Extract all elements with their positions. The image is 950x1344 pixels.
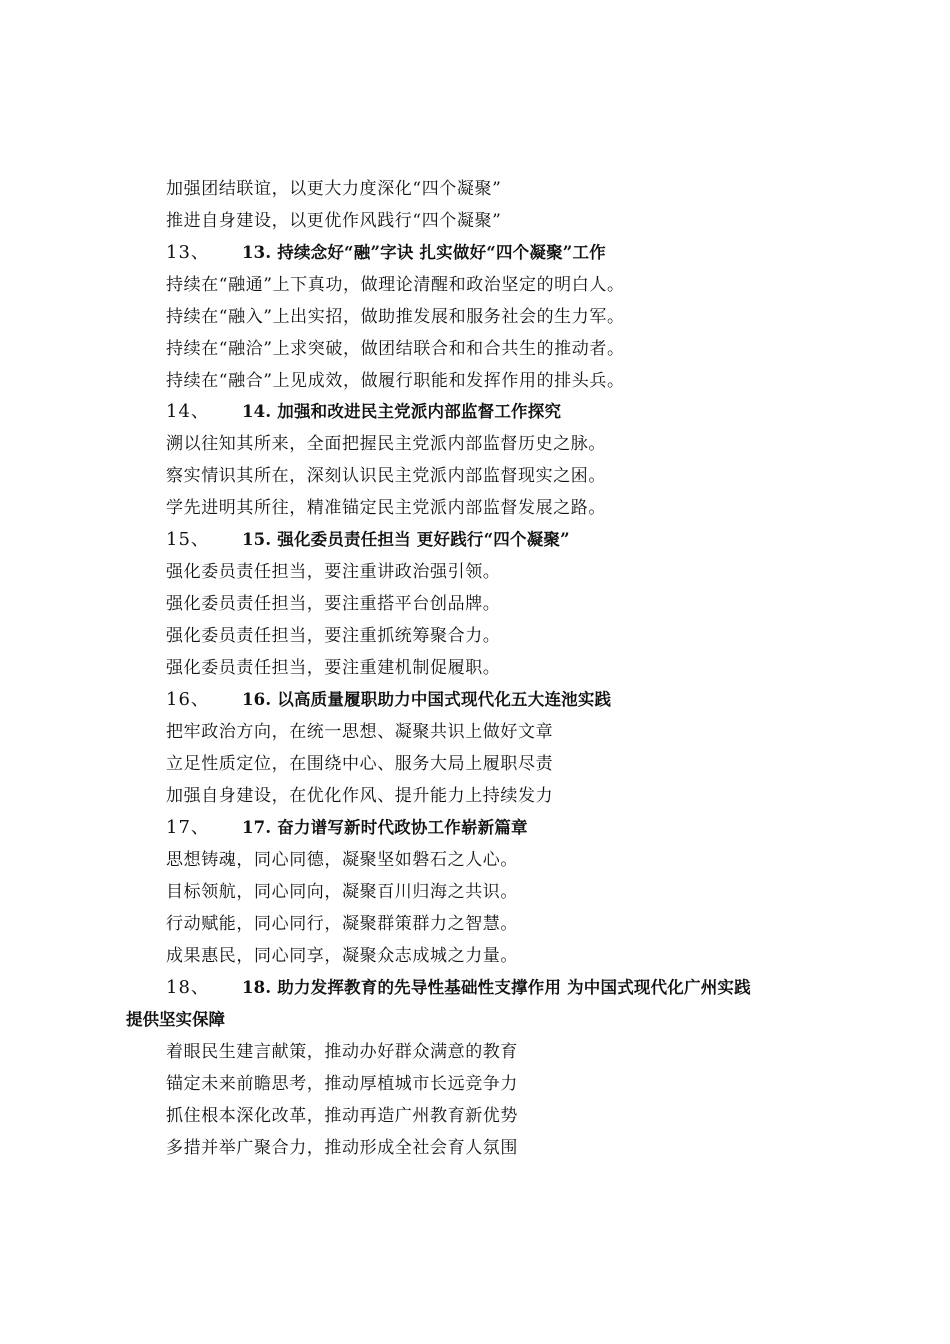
section-title: 15. 强化委员责任担当 更好践行“四个凝聚” xyxy=(242,530,570,549)
section-line: 强化委员责任担当，要注重搭平台创品牌。 xyxy=(166,594,501,614)
section-heading-18 xyxy=(166,972,751,1004)
section-line: 把牢政治方向，在统一思想、凝聚共识上做好文章 xyxy=(166,722,554,742)
section-line: 持续在“融合”上见成效，做履行职能和发挥作用的排头兵。 xyxy=(166,371,625,391)
intro-line: 加强团结联谊，以更大力度深化“四个凝聚” xyxy=(166,179,502,199)
section-title: 14. 加强和改进民主党派内部监督工作探究 xyxy=(242,402,562,421)
section-line: 着眼民生建言献策，推动办好群众满意的教育 xyxy=(166,1042,518,1062)
section-number: 18、 xyxy=(166,977,210,998)
section-title: 18. 助力发挥教育的先导性基础性支撑作用 为中国式现代化广州实践 xyxy=(242,978,751,997)
section-number: 13、 xyxy=(166,242,210,263)
section-heading-14 xyxy=(166,396,561,428)
section-number: 14、 xyxy=(166,401,210,422)
section-title: 13. 持续念好“融”字诀 扎实做好“四个凝聚”工作 xyxy=(242,243,606,262)
section-line: 立足性质定位，在围绕中心、服务大局上履职尽责 xyxy=(166,754,554,774)
section-line: 强化委员责任担当，要注重讲政治强引领。 xyxy=(166,562,501,582)
section-line: 锚定未来前瞻思考，推动厚植城市长远竞争力 xyxy=(166,1074,518,1094)
section-line: 持续在“融入”上出实招，做助推发展和服务社会的生力军。 xyxy=(166,307,625,327)
section-line: 成果惠民，同心同享，凝聚众志成城之力量。 xyxy=(166,946,518,966)
section-heading-16 xyxy=(166,684,611,716)
section-number: 15、 xyxy=(166,529,210,550)
section-number: 17、 xyxy=(166,817,210,838)
intro-line: 推进自身建设，以更优作风践行“四个凝聚” xyxy=(166,211,502,231)
section-line: 多措并举广聚合力，推动形成全社会育人氛围 xyxy=(166,1138,518,1158)
section-title-continuation: 提供坚实保障 xyxy=(126,1010,225,1029)
section-number: 16、 xyxy=(166,689,210,710)
section-line: 抓住根本深化改革，推动再造广州教育新优势 xyxy=(166,1106,518,1126)
section-heading-13 xyxy=(166,237,606,269)
section-line: 持续在“融通”上下真功，做理论清醒和政治坚定的明白人。 xyxy=(166,275,625,295)
section-line: 察实情识其所在，深刻认识民主党派内部监督现实之困。 xyxy=(166,466,606,486)
section-line: 溯以往知其所来，全面把握民主党派内部监督历史之脉。 xyxy=(166,434,606,454)
section-line: 思想铸魂，同心同德，凝聚坚如磐石之人心。 xyxy=(166,850,518,870)
section-line: 持续在“融洽”上求突破，做团结联合和和合共生的推动者。 xyxy=(166,339,625,359)
section-title: 16. 以高质量履职助力中国式现代化五大连池实践 xyxy=(242,690,612,709)
section-title: 17. 奋力谱写新时代政协工作崭新篇章 xyxy=(242,818,528,837)
section-line: 强化委员责任担当，要注重建机制促履职。 xyxy=(166,658,501,678)
section-line: 学先进明其所往，精准锚定民主党派内部监督发展之路。 xyxy=(166,498,606,518)
section-heading-15 xyxy=(166,524,570,556)
section-line: 目标领航，同心同向，凝聚百川归海之共识。 xyxy=(166,882,518,902)
section-line: 加强自身建设，在优化作风、提升能力上持续发力 xyxy=(166,786,554,806)
section-line: 行动赋能，同心同行，凝聚群策群力之智慧。 xyxy=(166,914,518,934)
section-line: 强化委员责任担当，要注重抓统筹聚合力。 xyxy=(166,626,501,646)
section-heading-17 xyxy=(166,812,528,844)
